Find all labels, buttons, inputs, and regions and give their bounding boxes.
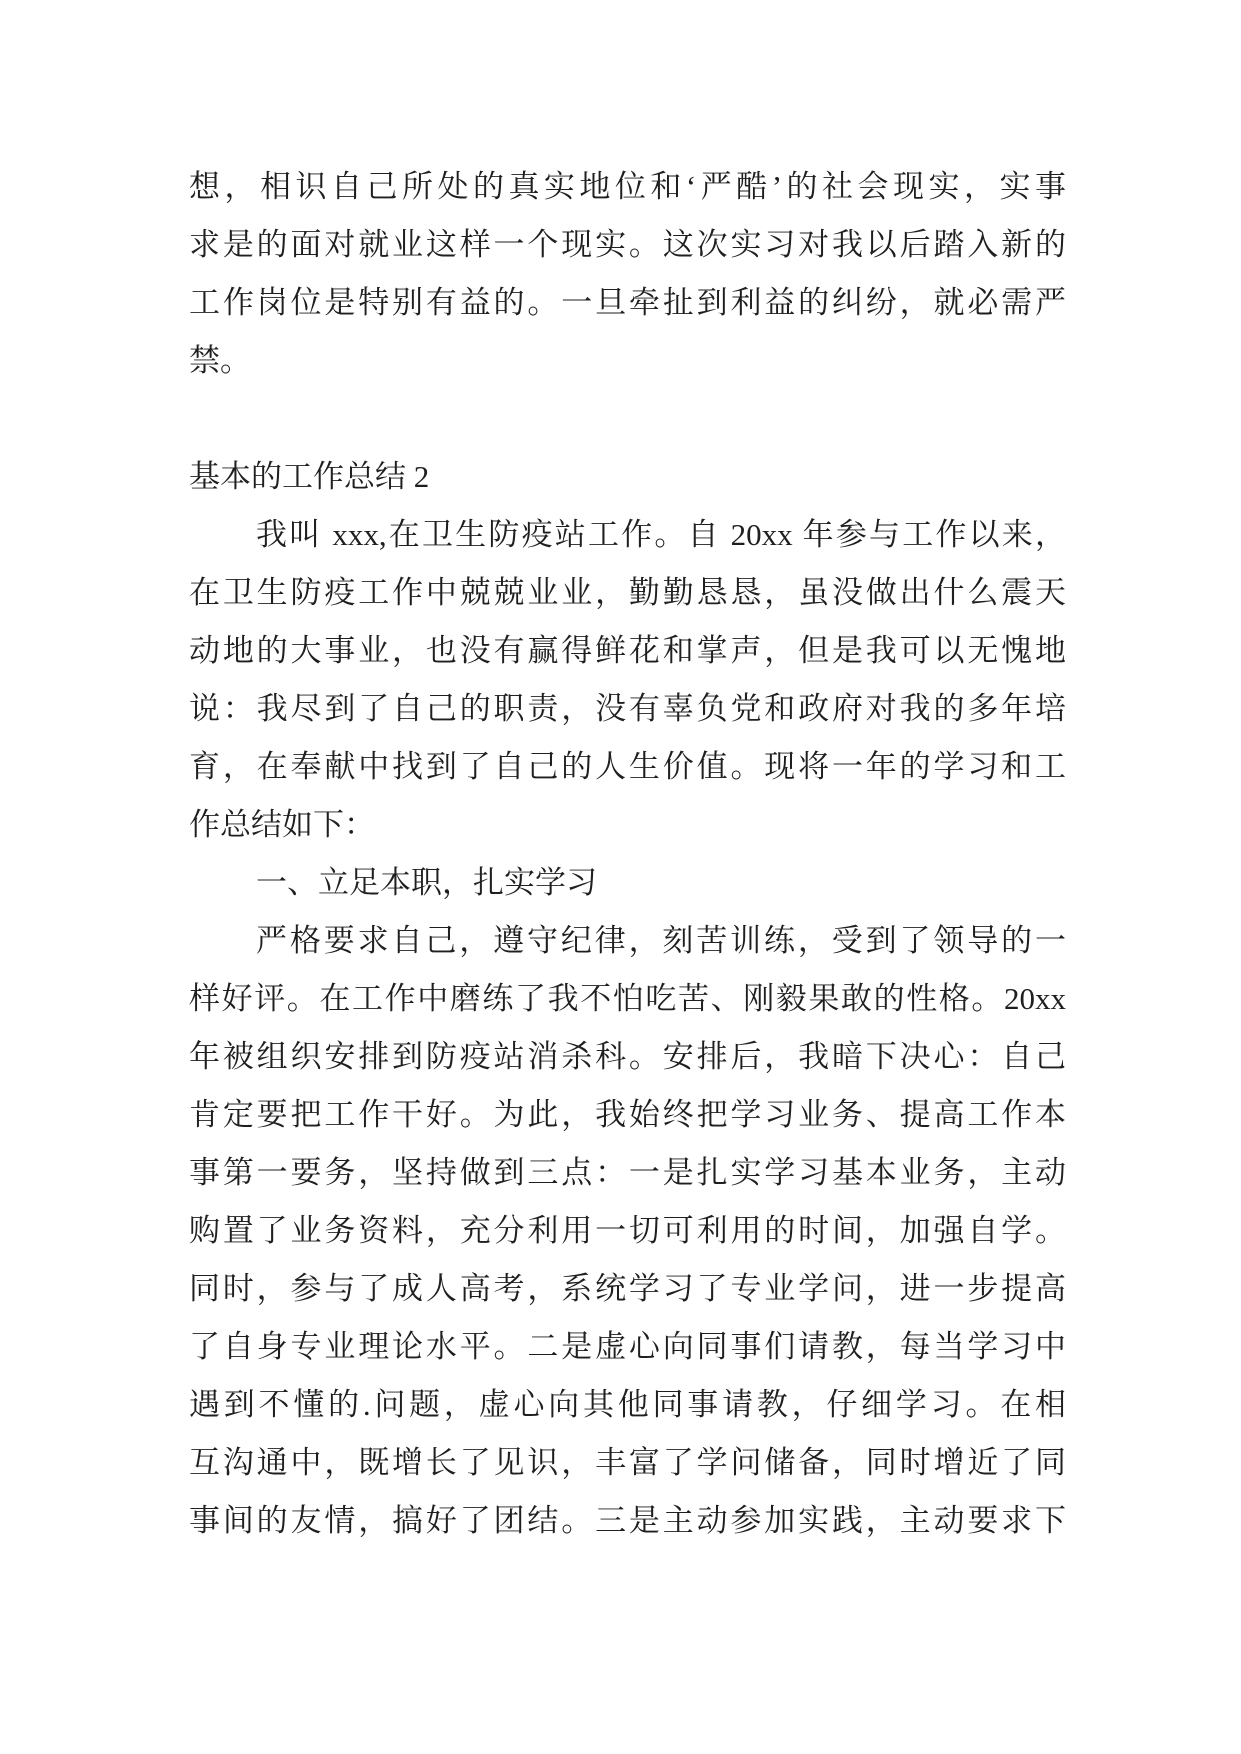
text-line: 求是的面对就业这样一个现实。这次实习对我以后踏入新的 (189, 227, 1066, 262)
blank-line (189, 390, 1066, 448)
text-line: 禁。 (189, 343, 251, 378)
text-line: 事第一要务，坚持做到三点：一是扎实学习基本业务，主动 (189, 1155, 1066, 1190)
text-line: 工作岗位是特别有益的。一旦牵扯到利益的纠纷，就必需严 (189, 285, 1066, 320)
text-line: 同时，参与了成人高考，系统学习了专业学问，进一步提高 (189, 1271, 1066, 1306)
document-content (189, 158, 1066, 1550)
text-line: 事间的友情，搞好了团结。三是主动参加实践，主动要求下 (189, 1503, 1066, 1538)
text-line: 育，在奉献中找到了自己的人生价值。现将一年的学习和工 (189, 749, 1066, 784)
paragraph-body (189, 912, 1066, 1550)
text-line: 严格要求自己，遵守纪律，刻苦训练，受到了领导的一 (256, 923, 1066, 958)
text-line: 我叫 xxx,在卫生防疫站工作。自 20xx 年参与工作以来， (256, 517, 1066, 552)
text-line: 想，相识自己所处的真实地位和‘严酷’的社会现实，实事 (189, 169, 1066, 204)
text-line: 购置了业务资料，充分利用一切可利用的时间，加强自学。 (189, 1213, 1066, 1248)
text-line: 遇到不懂的.问题，虚心向其他同事请教，仔细学习。在相 (189, 1387, 1066, 1422)
text-line: 一、立足本职，扎实学习 (256, 865, 597, 900)
section-heading (189, 448, 1066, 506)
text-line: 在卫生防疫工作中兢兢业业，勤勤恳恳，虽没做出什么震天 (189, 575, 1066, 610)
text-line: 互沟通中，既增长了见识，丰富了学问储备，同时增近了同 (189, 1445, 1066, 1480)
paragraph-continuation (189, 158, 1066, 390)
text-line: 说：我尽到了自己的职责，没有辜负党和政府对我的多年培 (189, 691, 1066, 726)
text-line: 动地的大事业，也没有赢得鲜花和掌声，但是我可以无愧地 (189, 633, 1066, 668)
text-line: 样好评。在工作中磨练了我不怕吃苦、刚毅果敢的性格。20xx (189, 981, 1066, 1016)
subsection-heading (189, 854, 1066, 912)
text-line: 肯定要把工作干好。为此，我始终把学习业务、提高工作本 (189, 1097, 1066, 1132)
text-line: 作总结如下： (189, 807, 375, 842)
text-line: 基本的工作总结 2 (189, 459, 430, 494)
text-line: 年被组织安排到防疫站消杀科。安排后，我暗下决心：自己 (189, 1039, 1066, 1074)
text-line: 了自身专业理论水平。二是虚心向同事们请教，每当学习中 (189, 1329, 1066, 1364)
paragraph-intro (189, 506, 1066, 854)
